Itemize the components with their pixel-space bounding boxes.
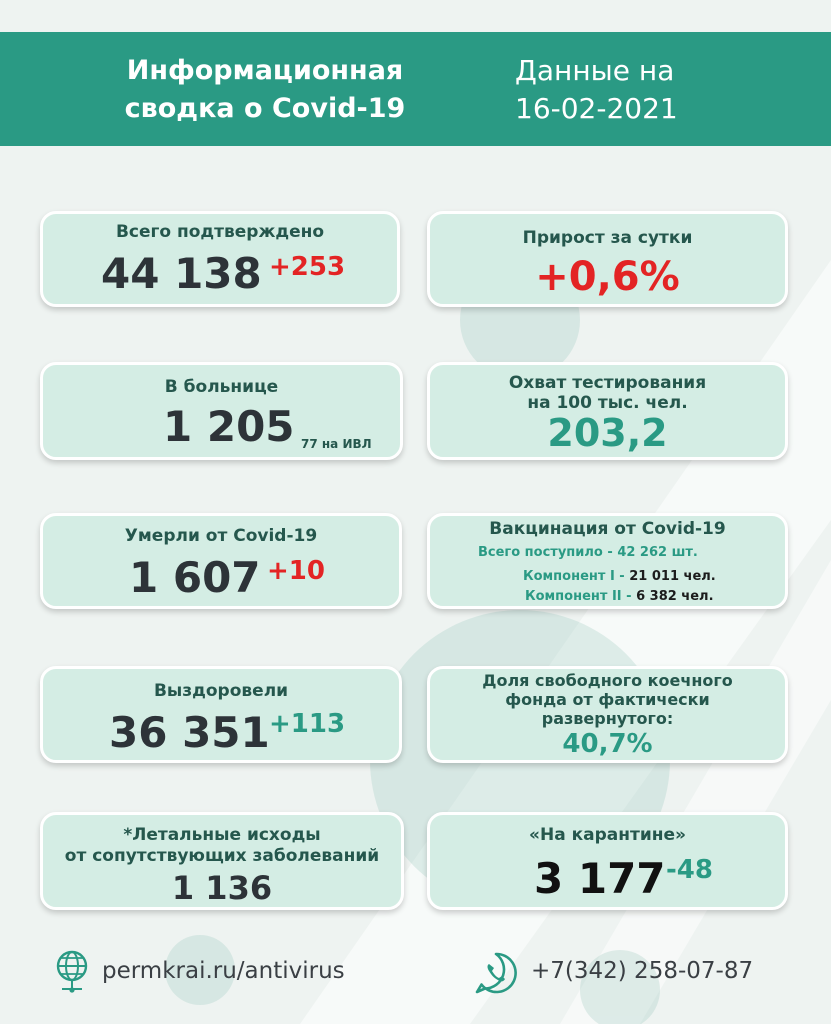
growth-value: +0,6%: [535, 254, 680, 300]
beds-value: 40,7%: [562, 729, 653, 759]
date-line-1: Данные на: [515, 54, 675, 87]
card-recovered: [40, 666, 402, 763]
growth-label: Прирост за сутки: [522, 228, 693, 248]
deaths-value: 1 607: [129, 553, 261, 602]
hospital-value: 1 205: [163, 402, 295, 451]
vaccination-total: [478, 545, 698, 560]
card-confirmed: [40, 211, 400, 307]
confirmed-label: Всего подтверждено: [115, 222, 325, 242]
beds-label-line-3: развернутого:: [541, 709, 674, 728]
recovered-value: 36 351: [109, 708, 270, 757]
title-line-2: сводка о Covid-19: [124, 93, 406, 124]
hospital-ivl-note: 77 на ИВЛ: [301, 437, 372, 451]
quarantine-value: 3 177: [534, 854, 666, 903]
card-deaths: [40, 513, 402, 609]
confirmed-value: 44 138: [101, 249, 262, 298]
deaths-delta: +10: [267, 556, 325, 586]
title-line-1: Информационная: [126, 55, 404, 86]
component-2-value: 6 382 чел.: [636, 589, 714, 604]
vaccination-total-value: 42 262 шт.: [617, 545, 698, 560]
beds-label-line-2: фонда от фактически: [505, 690, 710, 709]
globe-icon: [54, 948, 94, 996]
header-bar: [0, 32, 831, 146]
component-1-label: Компонент I -: [523, 569, 625, 584]
card-quarantine: [427, 812, 788, 910]
quarantine-delta: -48: [666, 855, 713, 885]
component-1-value: 21 011 чел.: [629, 569, 716, 584]
deaths-label: Умерли от Covid-19: [124, 526, 318, 546]
confirmed-delta: +253: [269, 252, 346, 282]
comorbid-label-line-1: *Летальные исходы: [123, 825, 321, 845]
website-link[interactable]: permkrai.ru/antivirus: [102, 958, 345, 984]
comorbid-value: 1 136: [171, 869, 273, 907]
vaccination-component-2: [525, 589, 714, 604]
card-testing: [427, 362, 788, 460]
testing-value: 203,2: [547, 411, 668, 455]
testing-label-line-1: Охват тестирования: [508, 373, 707, 393]
card-beds: [427, 666, 788, 763]
hospital-label: В больнице: [164, 377, 279, 397]
beds-label-line-1: Доля свободного коечного: [482, 671, 733, 690]
page-title: [85, 52, 445, 128]
card-comorbid: [40, 812, 404, 910]
card-hospital: [40, 362, 403, 460]
vaccination-label: Вакцинация от Covid-19: [489, 519, 726, 539]
data-date: [515, 52, 678, 128]
quarantine-label: «На карантине»: [528, 825, 687, 845]
recovered-label: Выздоровели: [153, 681, 289, 701]
vaccination-component-1: [523, 569, 716, 584]
card-growth: [427, 211, 788, 307]
comorbid-label-line-2: от сопутствующих заболеваний: [64, 846, 380, 866]
date-line-2: 16-02-2021: [515, 92, 678, 125]
recovered-delta: +113: [269, 709, 346, 739]
component-2-label: Компонент II -: [525, 589, 632, 604]
card-vaccination: [427, 513, 788, 609]
phone-icon: [473, 950, 519, 996]
vaccination-total-label: Всего поступило -: [478, 545, 613, 560]
testing-label-line-2: на 100 тыс. чел.: [527, 393, 688, 413]
phone-number[interactable]: +7(342) 258-07-87: [531, 958, 754, 984]
